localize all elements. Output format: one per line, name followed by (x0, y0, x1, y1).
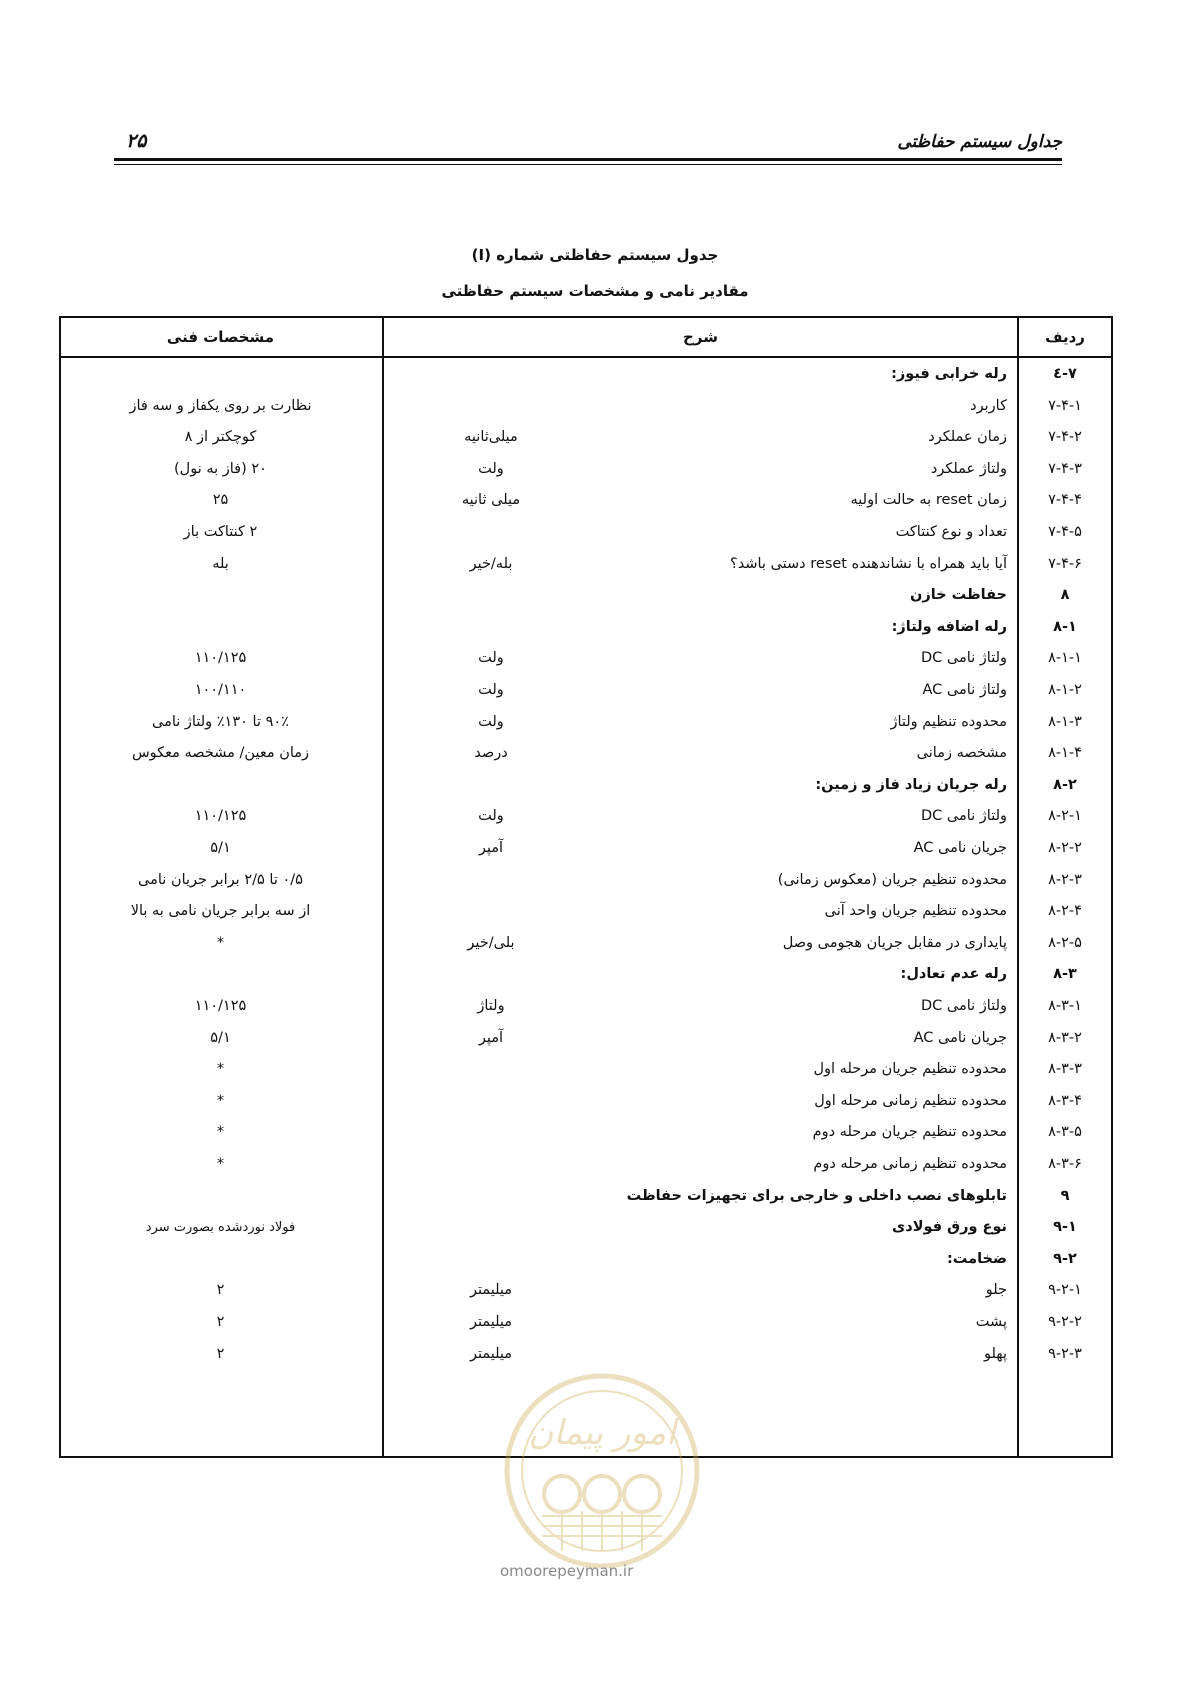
row-unit: ولت (478, 808, 504, 825)
row-number: ۸-۲ (1053, 776, 1077, 793)
row-number: ۷-۴-۶ (1048, 555, 1082, 572)
row-number: ۸ (1060, 587, 1070, 604)
row-unit: ولت (478, 713, 504, 730)
row-number: ۹-۲-۱ (1048, 1282, 1082, 1299)
table-row (61, 579, 1111, 612)
row-description: ولتاژ نامی DC (920, 998, 1007, 1014)
row-description: پشت (975, 1314, 1007, 1330)
row-description: جریان نامی AC (913, 840, 1007, 856)
row-spec: ۹۰٪ تا ۱۳۰٪ ولتاژ نامی (152, 713, 289, 730)
watermark-logo (492, 1366, 712, 1576)
row-description: پایداری در مقابل جریان هجومی وصل (782, 934, 1007, 951)
row-description: کاربرد (970, 397, 1007, 414)
row-spec: ۵/۱ (210, 1029, 231, 1046)
row-spec: ۱۰۰/۱۱۰ (194, 682, 247, 698)
row-number: ۷-۴-۳ (1048, 460, 1082, 477)
row-number: ۸-۱-۴ (1048, 745, 1082, 762)
row-description: محدوده تنظیم زمانی مرحله دوم (813, 1156, 1007, 1172)
running-title: جداول سیستم حفاظتی (897, 132, 1062, 152)
row-description: پهلو (983, 1345, 1007, 1362)
table-row (61, 1085, 1111, 1118)
row-number: ۹-۲-۲ (1048, 1314, 1082, 1330)
row-number: ۹-۲ (1053, 1250, 1077, 1267)
table-title: جدول سیستم حفاظتی شماره (I) (471, 246, 719, 264)
table-row (61, 832, 1111, 865)
row-number: ۷-٤ (1053, 366, 1077, 382)
row-description: محدوده تنظیم جریان مرحله اول (813, 1061, 1007, 1078)
table-row (61, 1306, 1111, 1339)
row-spec: ۲ کنتاکت باز (183, 524, 258, 540)
row-number: ۷-۴-۱ (1048, 397, 1082, 414)
table-row (61, 769, 1111, 802)
row-number: ۸-۲-۴ (1048, 903, 1082, 920)
table-row (61, 990, 1111, 1023)
table-row (61, 358, 1111, 391)
row-spec: ۲ (216, 1345, 225, 1362)
row-unit: ولت (478, 682, 504, 698)
table-row (61, 927, 1111, 960)
table-row (61, 642, 1111, 675)
table-row (61, 516, 1111, 549)
row-unit: میلیمتر (469, 1282, 513, 1299)
table-row (61, 1274, 1111, 1307)
header-spec: مشخصات فنی (166, 328, 275, 346)
row-unit: میلیمتر (469, 1345, 513, 1362)
row-unit: ولت (478, 460, 504, 477)
row-spec: ۰/۵ تا ۲/۵ برابر جریان نامی (138, 871, 303, 888)
row-spec: * (216, 934, 225, 951)
row-number: ۸-۳ (1053, 966, 1077, 983)
table-row (61, 864, 1111, 897)
table-row (61, 706, 1111, 739)
table-row (61, 1148, 1111, 1181)
row-description: ولتاژ نامی AC (922, 682, 1007, 698)
table-row (61, 958, 1111, 991)
row-number: ۸-۳-۴ (1048, 1092, 1082, 1109)
row-description: رله اضافه ولتاژ: (891, 618, 1007, 635)
row-description: حفاظت خازن (909, 587, 1007, 604)
row-description: مشخصه زمانی (916, 745, 1007, 762)
row-description: محدوده تنظیم زمانی مرحله اول (814, 1092, 1007, 1109)
row-number: ۸-۲-۵ (1048, 934, 1082, 951)
row-description: ولتاژ نامی DC (920, 808, 1007, 825)
row-unit: میلی‌ثانیه (464, 429, 518, 446)
row-description: جلو (985, 1282, 1007, 1299)
row-number: ۸-۳-۳ (1048, 1061, 1082, 1078)
table-row (61, 1022, 1111, 1055)
row-unit: ولتاژ (477, 998, 505, 1014)
row-number: ۸-۳-۵ (1048, 1124, 1082, 1141)
row-description: رله عدم تعادل: (900, 966, 1007, 983)
row-spec: * (216, 1156, 225, 1172)
row-description: تعداد و نوع کنتاکت (895, 524, 1007, 540)
table-row (61, 390, 1111, 423)
row-number: ۸-۱-۱ (1048, 650, 1082, 667)
row-description: محدوده تنظیم ولتاژ (890, 713, 1007, 730)
header-description: شرح (683, 328, 718, 346)
row-number: ۹-۱ (1053, 1219, 1077, 1236)
row-unit: درصد (474, 745, 508, 762)
table-header-row (61, 318, 1111, 358)
row-unit: ولت (478, 650, 504, 667)
header-rule-thin (114, 164, 1062, 165)
row-number: ۹-۲-۳ (1048, 1345, 1082, 1362)
table-row (61, 1211, 1111, 1244)
watermark-url: omoorepeyman.ir (500, 1562, 634, 1580)
page-header (114, 128, 1062, 168)
row-spec: * (216, 1124, 225, 1141)
row-description: زمان عملکرد (928, 429, 1007, 446)
row-number: ۸-۳-۲ (1048, 1029, 1082, 1046)
row-number: ۸-۱-۲ (1048, 682, 1082, 698)
table-row (61, 421, 1111, 454)
row-spec: ۲ (216, 1314, 225, 1330)
row-spec: ۱۱۰/۱۲۵ (194, 808, 247, 825)
table-row (61, 1116, 1111, 1149)
row-spec: فولاد نوردشده بصورت سرد (145, 1220, 296, 1236)
row-description: تابلوهای نصب داخلی و خارجی برای تجهیزات حفاظت (626, 1187, 1007, 1204)
row-spec: از سه برابر جریان نامی به بالا (130, 903, 311, 920)
row-description: محدوده تنظیم جریان مرحله دوم (812, 1124, 1007, 1141)
row-spec: بله (212, 555, 229, 572)
watermark-logo-text: امور پیمان (528, 1413, 676, 1453)
row-description: ولتاژ نامی DC (920, 650, 1007, 667)
table-row (61, 1053, 1111, 1086)
protection-spec-table (59, 316, 1113, 1458)
row-number: ۷-۴-۴ (1048, 492, 1082, 509)
row-spec: ۲ (216, 1282, 225, 1299)
row-unit: میلیمتر (469, 1314, 513, 1330)
row-description: رله خرابی فیوز: (891, 366, 1007, 382)
row-spec: * (216, 1061, 225, 1078)
table-row (61, 611, 1111, 644)
row-description: زمان reset به حالت اولیه (850, 492, 1007, 509)
row-spec: ۱۱۰/۱۲۵ (194, 650, 247, 667)
table-subtitle: مقادیر نامی و مشخصات سیستم حفاظتی (441, 282, 749, 300)
row-number: ۸-۱ (1053, 618, 1077, 635)
row-unit: میلی ثانیه (461, 492, 521, 509)
row-spec: زمان معین/ مشخصه معکوس (131, 745, 310, 762)
row-number: ۸-۲-۲ (1048, 840, 1082, 856)
row-number: ۸-۲-۳ (1048, 871, 1082, 888)
row-unit: بلی/خیر (467, 934, 515, 951)
row-description: ضخامت: (946, 1250, 1007, 1267)
row-number: ۷-۴-۲ (1048, 429, 1082, 446)
row-description: محدوده تنظیم جریان واحد آنی (824, 903, 1007, 920)
table-row (61, 1243, 1111, 1276)
row-unit: آمپر (478, 840, 504, 856)
row-spec: * (216, 1092, 225, 1109)
row-description: آیا باید همراه با نشاندهنده reset دستی باشد؟ (730, 555, 1007, 572)
table-row (61, 895, 1111, 928)
row-spec: ۵/۱ (210, 840, 231, 856)
table-row (61, 1180, 1111, 1213)
header-rule-thick (114, 158, 1062, 161)
row-description: محدوده تنظیم جریان (معکوس زمانی) (777, 871, 1007, 888)
row-spec: نظارت بر روی یکفاز و سه فاز (129, 397, 312, 414)
table-row (61, 484, 1111, 517)
table-row (61, 548, 1111, 581)
row-description: رله جریان زیاد فاز و زمین: (815, 776, 1007, 793)
table-row (61, 453, 1111, 486)
row-number: ۸-۳-۱ (1048, 998, 1082, 1014)
row-number: ۹ (1060, 1187, 1070, 1204)
table-row (61, 800, 1111, 833)
row-number: ۸-۱-۳ (1048, 713, 1082, 730)
row-spec: کوچکتر از ۸ (184, 429, 257, 446)
page-number: ۲۵ (126, 130, 147, 152)
row-description: ولتاژ عملکرد (930, 460, 1007, 477)
header-row-number: ردیف (1045, 328, 1085, 346)
row-unit: آمپر (478, 1029, 504, 1046)
row-description: جریان نامی AC (913, 1029, 1007, 1046)
row-number: ۸-۳-۶ (1048, 1156, 1082, 1172)
row-spec: ۱۱۰/۱۲۵ (194, 998, 247, 1014)
table-row (61, 737, 1111, 770)
row-description: نوع ورق فولادی (892, 1219, 1007, 1236)
row-unit: بله/خیر (469, 555, 513, 572)
row-spec: ۲۵ (212, 492, 229, 509)
row-number: ۸-۲-۱ (1048, 808, 1082, 825)
row-spec: ۲۰ (فاز به نول) (174, 460, 267, 477)
table-row (61, 674, 1111, 707)
row-number: ۷-۴-۵ (1048, 524, 1082, 540)
